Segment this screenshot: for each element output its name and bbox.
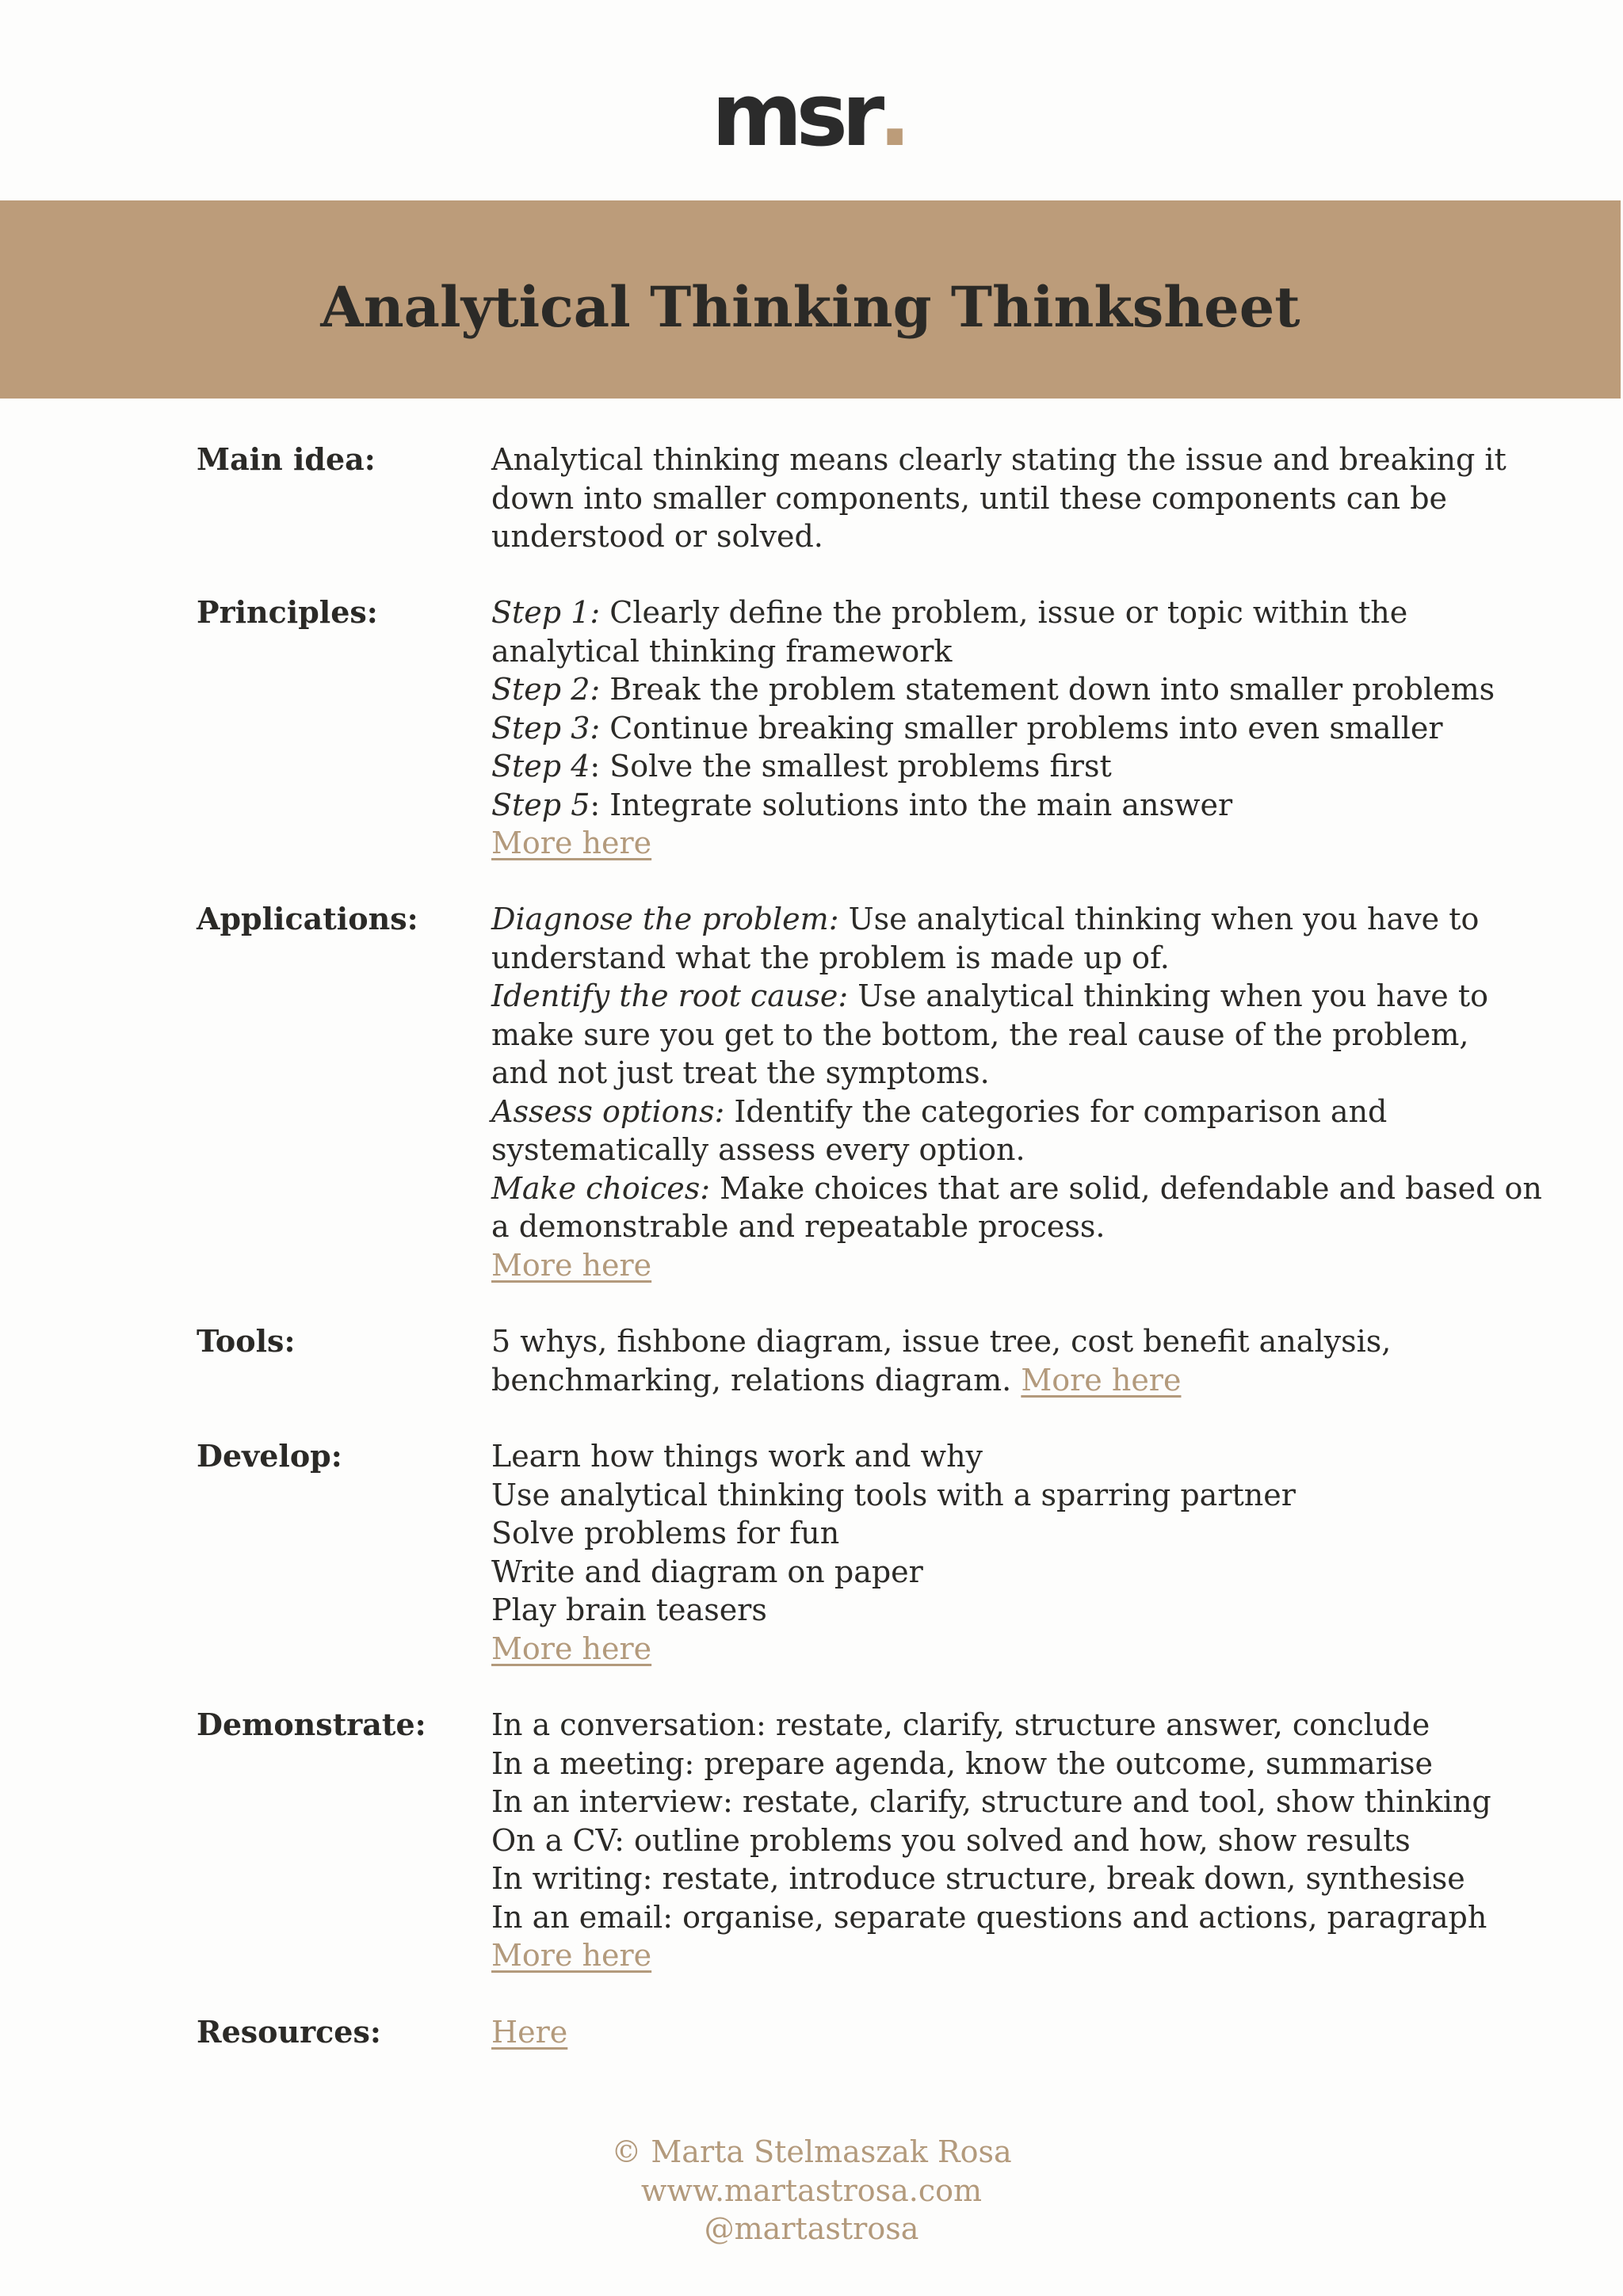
applications-more-link[interactable]: More here bbox=[491, 1247, 652, 1283]
application-line bbox=[491, 1207, 1474, 1246]
applications-link-line bbox=[491, 1246, 1474, 1285]
demonstrate-line: In a meeting: prepare agenda, know the outcome, summarise bbox=[491, 1745, 1433, 1781]
develop-link-line bbox=[491, 1630, 1474, 1669]
main-idea-text bbox=[491, 441, 1507, 556]
resources-here-link[interactable]: Here bbox=[491, 2015, 568, 2050]
tools-line: 5 whys, fishbone diagram, issue tree, cost benefit analysis, bbox=[491, 1324, 1392, 1359]
application-text: systematically assess every option. bbox=[491, 1132, 1025, 1167]
step-text: Clearly define the problem, issue or topic within the bbox=[600, 595, 1408, 630]
application-text: Identify the categories for comparison and bbox=[724, 1093, 1388, 1129]
main-idea-label: Main idea: bbox=[197, 441, 376, 477]
demonstrate-line: In a conversation: restate, clarify, structure answer, conclude bbox=[491, 1707, 1430, 1742]
resources-label: Resources: bbox=[197, 2014, 381, 2050]
step-text: analytical thinking framework bbox=[491, 633, 953, 669]
application-line bbox=[491, 1093, 1474, 1131]
application-label: Make choices: bbox=[491, 1170, 711, 1206]
main-idea-line: understood or solved. bbox=[491, 519, 823, 554]
application-text: make sure you get to the bottom, the real cause of the problem, bbox=[491, 1016, 1469, 1052]
principle-line bbox=[491, 709, 1474, 748]
develop-text bbox=[491, 1437, 1474, 1668]
step-label: Step 3: bbox=[491, 710, 601, 746]
application-label: Assess options: bbox=[491, 1093, 725, 1129]
develop-line: Use analytical thinking tools with a sparring partner bbox=[491, 1477, 1296, 1512]
logo-dot: . bbox=[878, 64, 912, 166]
application-line bbox=[491, 1016, 1474, 1055]
principles-label: Principles: bbox=[197, 594, 378, 630]
application-text: and not just treat the symptoms. bbox=[491, 1055, 990, 1090]
msr-logo bbox=[0, 64, 1623, 166]
application-line bbox=[491, 1169, 1542, 1208]
main-idea-line: down into smaller components, until these components can be bbox=[491, 480, 1448, 516]
principle-line bbox=[491, 632, 1474, 671]
principles-link-line bbox=[491, 824, 1474, 863]
step-text: : Solve the smallest problems first bbox=[590, 749, 1112, 784]
develop-line: Play brain teasers bbox=[491, 1592, 767, 1627]
application-text: a demonstrable and repeatable process. bbox=[491, 1209, 1106, 1244]
principle-line bbox=[491, 593, 1474, 632]
application-text: Use analytical thinking when you have to bbox=[838, 902, 1480, 936]
step-label: Step 4 bbox=[491, 749, 590, 784]
demonstrate-line: On a CV: outline problems you solved and how, show results bbox=[491, 1822, 1411, 1858]
step-text: Continue breaking smaller problems into even smaller bbox=[600, 710, 1443, 746]
application-line bbox=[491, 900, 1480, 939]
demonstrate-line: In an interview: restate, clarify, structure and tool, show thinking bbox=[491, 1784, 1491, 1819]
demonstrate-line: In an email: organise, separate questions and actions, paragraph bbox=[491, 1899, 1487, 1935]
step-label: Step 2: bbox=[491, 672, 601, 707]
step-text: Break the problem statement down into smaller problems bbox=[600, 672, 1495, 707]
tools-line: benchmarking, relations diagram. bbox=[491, 1362, 1022, 1398]
demonstrate-line: In writing: restate, introduce structure, break down, synthesise bbox=[491, 1861, 1465, 1896]
develop-line: Solve problems for fun bbox=[491, 1516, 840, 1550]
demonstrate-label: Demonstrate: bbox=[197, 1707, 426, 1742]
demonstrate-link-line bbox=[491, 1936, 1474, 1975]
page-title: Analytical Thinking Thinksheet bbox=[320, 274, 1300, 340]
footer-copyright: © Marta Stelmaszak Rosa bbox=[611, 2134, 1012, 2169]
resources-text bbox=[491, 2013, 1474, 2052]
application-label: Diagnose the problem: bbox=[491, 902, 839, 936]
develop-line: Write and diagram on paper bbox=[491, 1554, 923, 1589]
develop-line: Learn how things work and why bbox=[491, 1439, 983, 1474]
principles-text bbox=[491, 593, 1495, 863]
develop-more-link[interactable]: More here bbox=[491, 1630, 652, 1666]
applications-label: Applications: bbox=[197, 901, 418, 936]
resources-link-line bbox=[491, 2013, 1474, 2052]
application-line bbox=[491, 977, 1488, 1016]
step-label: Step 5 bbox=[491, 787, 590, 822]
application-label: Identify the root cause: bbox=[491, 978, 849, 1013]
main-idea-line: Analytical thinking means clearly stating the issue and breaking it bbox=[491, 442, 1507, 477]
tools-more-link[interactable]: More here bbox=[1021, 1362, 1182, 1398]
tools-text bbox=[491, 1322, 1474, 1399]
applications-text bbox=[491, 900, 1542, 1284]
principle-line bbox=[491, 786, 1474, 825]
demonstrate-more-link[interactable]: More here bbox=[491, 1938, 652, 1973]
application-text: understand what the problem is made up of. bbox=[491, 940, 1170, 975]
logo-text: msr bbox=[711, 64, 879, 166]
application-line bbox=[491, 1054, 1474, 1093]
footer bbox=[0, 2133, 1623, 2248]
tools-label: Tools: bbox=[197, 1323, 296, 1359]
principles-more-link[interactable]: More here bbox=[491, 826, 652, 860]
principle-line bbox=[491, 747, 1474, 786]
step-label: Step 1: bbox=[491, 595, 601, 630]
develop-label: Develop: bbox=[197, 1438, 342, 1474]
application-line bbox=[491, 1131, 1474, 1169]
application-text: Make choices that are solid, defendable and based on bbox=[710, 1170, 1542, 1206]
application-text: Use analytical thinking when you have to bbox=[848, 978, 1488, 1013]
step-text: : Integrate solutions into the main answer bbox=[590, 787, 1233, 822]
application-line bbox=[491, 939, 1474, 978]
principle-line bbox=[491, 670, 1495, 709]
title-banner bbox=[0, 200, 1621, 399]
tools-line-with-link bbox=[491, 1361, 1474, 1400]
demonstrate-text bbox=[491, 1706, 1491, 1975]
footer-handle[interactable]: @martastrosa bbox=[704, 2211, 919, 2246]
footer-website[interactable]: www.martastrosa.com bbox=[640, 2172, 983, 2208]
